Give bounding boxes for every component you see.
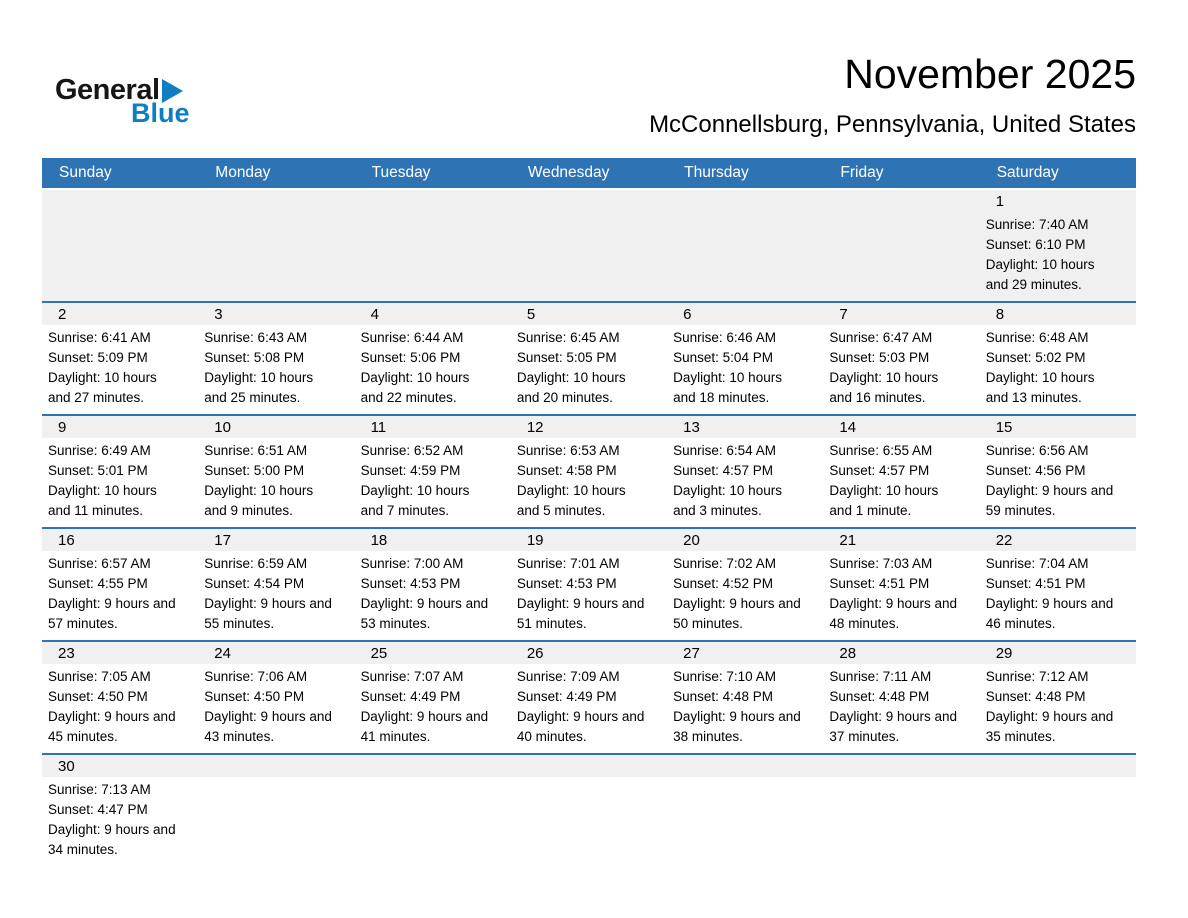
- day-number: 8: [980, 303, 1136, 325]
- day-cell-28: [823, 642, 979, 753]
- day-cell-22: [980, 529, 1136, 640]
- week-row-2: [42, 301, 1136, 414]
- daylight-text: Daylight: 10 hours and 7 minutes.: [360, 483, 470, 518]
- sunrise-text: Sunrise: 7:02 AM: [673, 556, 776, 571]
- sunrise-text: Sunrise: 7:04 AM: [985, 556, 1089, 571]
- sunset-text: Sunset: 4:54 PM: [204, 576, 305, 591]
- day-cell-empty: [980, 755, 1136, 866]
- sunrise-text: Sunrise: 6:48 AM: [985, 330, 1089, 345]
- sunrise-text: Sunrise: 7:11 AM: [829, 669, 932, 684]
- sunrise-text: Sunrise: 7:00 AM: [360, 556, 464, 571]
- sunset-text: Sunset: 5:09 PM: [48, 350, 148, 365]
- daylight-text: Daylight: 10 hours and 22 minutes.: [360, 370, 470, 405]
- day-details: [355, 212, 511, 301]
- day-details: [42, 325, 198, 414]
- day-number: [42, 190, 198, 212]
- weekday-header-saturday: Saturday: [996, 164, 1059, 181]
- day-cell-12: [511, 416, 667, 527]
- day-cell-empty: [355, 755, 511, 866]
- day-details: [980, 551, 1136, 640]
- day-details: [667, 212, 823, 301]
- week-row-1: [42, 190, 1136, 301]
- day-cell-1: [980, 190, 1136, 301]
- weekday-header-thursday: Thursday: [684, 164, 749, 181]
- day-cell-empty: [355, 190, 511, 301]
- sunset-text: Sunset: 6:10 PM: [985, 237, 1086, 252]
- day-details: [355, 325, 511, 414]
- day-cell-24: [198, 642, 354, 753]
- day-number: 29: [980, 642, 1136, 664]
- sunset-text: Sunset: 4:48 PM: [673, 689, 773, 704]
- day-number: 6: [667, 303, 823, 325]
- week-row-6: [42, 753, 1136, 866]
- sunset-text: Sunset: 4:55 PM: [48, 576, 148, 591]
- day-details: [42, 664, 198, 753]
- daylight-text: Daylight: 9 hours and 51 minutes.: [516, 596, 645, 631]
- calendar: [42, 158, 1136, 866]
- day-details: [355, 777, 511, 866]
- day-cell-7: [823, 303, 979, 414]
- sunrise-text: Sunrise: 6:41 AM: [48, 330, 151, 345]
- day-number: [198, 755, 354, 777]
- day-number: 12: [511, 416, 667, 438]
- day-details: [42, 551, 198, 640]
- day-details: [511, 777, 667, 866]
- sunset-text: Sunset: 4:47 PM: [48, 802, 148, 817]
- sunrise-text: Sunrise: 7:12 AM: [985, 669, 1089, 684]
- day-details: [198, 325, 354, 414]
- daylight-text: Daylight: 9 hours and 34 minutes.: [48, 822, 176, 857]
- sunrise-text: Sunrise: 7:40 AM: [985, 217, 1089, 232]
- day-cell-4: [355, 303, 511, 414]
- weekday-header-row: [42, 158, 1136, 188]
- title-block: [649, 52, 1136, 139]
- day-details: [823, 325, 979, 414]
- sunrise-text: Sunrise: 7:06 AM: [204, 669, 308, 684]
- daylight-text: Daylight: 9 hours and 37 minutes.: [829, 709, 957, 744]
- sunset-text: Sunset: 5:03 PM: [829, 350, 930, 365]
- daylight-text: Daylight: 10 hours and 29 minutes.: [985, 257, 1095, 292]
- day-number: 13: [667, 416, 823, 438]
- day-number: 5: [511, 303, 667, 325]
- sunset-text: Sunset: 4:52 PM: [673, 576, 773, 591]
- day-details: [511, 325, 667, 414]
- day-number: 11: [355, 416, 511, 438]
- daylight-text: Daylight: 10 hours and 1 minute.: [829, 483, 939, 518]
- day-details: [980, 438, 1136, 527]
- sunset-text: Sunset: 5:06 PM: [360, 350, 461, 365]
- sunset-text: Sunset: 5:02 PM: [985, 350, 1086, 365]
- day-details: [511, 664, 667, 753]
- day-details: [667, 664, 823, 753]
- day-cell-empty: [667, 190, 823, 301]
- daylight-text: Daylight: 10 hours and 27 minutes.: [48, 370, 157, 405]
- sunrise-text: Sunrise: 6:56 AM: [985, 443, 1089, 458]
- day-details: [823, 438, 979, 527]
- sunrise-text: Sunrise: 6:59 AM: [204, 556, 308, 571]
- sunrise-text: Sunrise: 7:09 AM: [516, 669, 620, 684]
- day-cell-16: [42, 529, 198, 640]
- daylight-text: Daylight: 10 hours and 13 minutes.: [985, 370, 1095, 405]
- day-details: [511, 438, 667, 527]
- sunrise-text: Sunrise: 7:10 AM: [673, 669, 776, 684]
- sunset-text: Sunset: 4:51 PM: [829, 576, 930, 591]
- daylight-text: Daylight: 10 hours and 18 minutes.: [673, 370, 782, 405]
- day-number: [355, 755, 511, 777]
- weekday-header-wednesday: Wednesday: [527, 164, 610, 181]
- sunrise-text: Sunrise: 6:51 AM: [204, 443, 308, 458]
- day-number: [823, 190, 979, 212]
- daylight-text: Daylight: 9 hours and 41 minutes.: [360, 709, 489, 744]
- week-row-3: [42, 414, 1136, 527]
- sunset-text: Sunset: 5:04 PM: [673, 350, 773, 365]
- daylight-text: Daylight: 10 hours and 9 minutes.: [204, 483, 314, 518]
- day-number: 14: [823, 416, 979, 438]
- day-details: [198, 438, 354, 527]
- day-number: [980, 755, 1136, 777]
- day-details: [667, 551, 823, 640]
- day-cell-empty: [511, 190, 667, 301]
- day-details: [42, 438, 198, 527]
- day-cell-15: [980, 416, 1136, 527]
- day-number: 30: [42, 755, 198, 777]
- daylight-text: Daylight: 9 hours and 38 minutes.: [673, 709, 801, 744]
- day-details: [667, 438, 823, 527]
- day-details: [42, 777, 198, 866]
- daylight-text: Daylight: 9 hours and 43 minutes.: [204, 709, 332, 744]
- day-cell-27: [667, 642, 823, 753]
- day-number: [667, 190, 823, 212]
- day-number: 19: [511, 529, 667, 551]
- day-number: 20: [667, 529, 823, 551]
- daylight-text: Daylight: 9 hours and 40 minutes.: [516, 709, 645, 744]
- day-number: 1: [980, 190, 1136, 212]
- day-cell-18: [355, 529, 511, 640]
- day-details: [980, 664, 1136, 753]
- sunrise-text: Sunrise: 6:55 AM: [829, 443, 933, 458]
- day-cell-empty: [823, 755, 979, 866]
- day-number: [511, 190, 667, 212]
- day-cell-empty: [198, 755, 354, 866]
- day-details: [980, 325, 1136, 414]
- sunrise-text: Sunrise: 7:13 AM: [48, 782, 151, 797]
- day-details: [198, 212, 354, 301]
- sunset-text: Sunset: 4:56 PM: [985, 463, 1086, 478]
- day-details: [198, 777, 354, 866]
- day-cell-10: [198, 416, 354, 527]
- sunset-text: Sunset: 5:08 PM: [204, 350, 305, 365]
- sunrise-text: Sunrise: 7:07 AM: [360, 669, 464, 684]
- day-details: [823, 551, 979, 640]
- sunset-text: Sunset: 4:50 PM: [48, 689, 148, 704]
- day-number: 23: [42, 642, 198, 664]
- sunset-text: Sunset: 4:53 PM: [516, 576, 617, 591]
- day-cell-26: [511, 642, 667, 753]
- day-cell-empty: [511, 755, 667, 866]
- day-number: 4: [355, 303, 511, 325]
- day-number: [355, 190, 511, 212]
- calendar-location-subtitle: McConnellsburg, Pennsylvania, United States: [649, 111, 1136, 139]
- day-details: [355, 438, 511, 527]
- weekday-header-sunday: Sunday: [59, 164, 112, 181]
- day-cell-3: [198, 303, 354, 414]
- day-details: [823, 777, 979, 866]
- daylight-text: Daylight: 9 hours and 57 minutes.: [48, 596, 176, 631]
- sunrise-text: Sunrise: 6:47 AM: [829, 330, 933, 345]
- sunrise-text: Sunrise: 6:45 AM: [516, 330, 620, 345]
- day-details: [198, 551, 354, 640]
- sunrise-text: Sunrise: 6:44 AM: [360, 330, 464, 345]
- day-cell-empty: [823, 190, 979, 301]
- sunrise-text: Sunrise: 6:53 AM: [516, 443, 620, 458]
- day-cell-empty: [667, 755, 823, 866]
- day-number: 28: [823, 642, 979, 664]
- day-number: [823, 755, 979, 777]
- sunset-text: Sunset: 4:50 PM: [204, 689, 305, 704]
- logo-text-blue: Blue: [131, 98, 190, 128]
- sunset-text: Sunset: 4:48 PM: [985, 689, 1086, 704]
- daylight-text: Daylight: 10 hours and 25 minutes.: [204, 370, 314, 405]
- day-number: 25: [355, 642, 511, 664]
- day-cell-2: [42, 303, 198, 414]
- sunrise-text: Sunrise: 6:54 AM: [673, 443, 776, 458]
- day-details: [355, 551, 511, 640]
- day-cell-29: [980, 642, 1136, 753]
- sunrise-text: Sunrise: 6:43 AM: [204, 330, 308, 345]
- day-cell-14: [823, 416, 979, 527]
- day-cell-25: [355, 642, 511, 753]
- weekday-header-friday: Friday: [840, 164, 884, 181]
- day-details: [511, 551, 667, 640]
- sunrise-text: Sunrise: 6:49 AM: [48, 443, 151, 458]
- day-cell-8: [980, 303, 1136, 414]
- daylight-text: Daylight: 9 hours and 55 minutes.: [204, 596, 332, 631]
- sunrise-text: Sunrise: 7:05 AM: [48, 669, 151, 684]
- day-number: [511, 755, 667, 777]
- day-number: 24: [198, 642, 354, 664]
- logo-text-general: General: [55, 74, 160, 106]
- daylight-text: Daylight: 9 hours and 35 minutes.: [985, 709, 1114, 744]
- daylight-text: Daylight: 10 hours and 11 minutes.: [48, 483, 157, 518]
- daylight-text: Daylight: 9 hours and 50 minutes.: [673, 596, 801, 631]
- day-cell-6: [667, 303, 823, 414]
- day-details: [667, 325, 823, 414]
- sunrise-text: Sunrise: 6:52 AM: [360, 443, 464, 458]
- week-row-4: [42, 527, 1136, 640]
- sunset-text: Sunset: 4:57 PM: [829, 463, 930, 478]
- daylight-text: Daylight: 9 hours and 59 minutes.: [985, 483, 1114, 518]
- day-cell-empty: [42, 190, 198, 301]
- day-cell-empty: [198, 190, 354, 301]
- day-number: 26: [511, 642, 667, 664]
- day-number: 27: [667, 642, 823, 664]
- sunset-text: Sunset: 5:00 PM: [204, 463, 305, 478]
- sunset-text: Sunset: 5:05 PM: [516, 350, 617, 365]
- day-details: [980, 212, 1136, 301]
- day-cell-21: [823, 529, 979, 640]
- day-cell-20: [667, 529, 823, 640]
- sunset-text: Sunset: 5:01 PM: [48, 463, 148, 478]
- day-number: [198, 190, 354, 212]
- calendar-grid: [42, 190, 1136, 866]
- day-number: 9: [42, 416, 198, 438]
- day-details: [42, 212, 198, 301]
- general-blue-logo: [55, 76, 190, 127]
- sunrise-text: Sunrise: 7:01 AM: [516, 556, 620, 571]
- sunset-text: Sunset: 4:57 PM: [673, 463, 773, 478]
- day-cell-5: [511, 303, 667, 414]
- day-cell-17: [198, 529, 354, 640]
- day-number: 15: [980, 416, 1136, 438]
- weekday-header-tuesday: Tuesday: [371, 164, 431, 181]
- daylight-text: Daylight: 9 hours and 45 minutes.: [48, 709, 176, 744]
- sunset-text: Sunset: 4:53 PM: [360, 576, 461, 591]
- daylight-text: Daylight: 9 hours and 48 minutes.: [829, 596, 957, 631]
- day-number: 18: [355, 529, 511, 551]
- day-number: 16: [42, 529, 198, 551]
- day-number: 7: [823, 303, 979, 325]
- day-cell-23: [42, 642, 198, 753]
- day-cell-30: [42, 755, 198, 866]
- day-number: 2: [42, 303, 198, 325]
- day-details: [667, 777, 823, 866]
- daylight-text: Daylight: 10 hours and 20 minutes.: [516, 370, 626, 405]
- sunset-text: Sunset: 4:49 PM: [360, 689, 461, 704]
- sunset-text: Sunset: 4:59 PM: [360, 463, 461, 478]
- sunset-text: Sunset: 4:48 PM: [829, 689, 930, 704]
- day-cell-9: [42, 416, 198, 527]
- day-number: 17: [198, 529, 354, 551]
- day-number: 3: [198, 303, 354, 325]
- sunset-text: Sunset: 4:49 PM: [516, 689, 617, 704]
- day-cell-19: [511, 529, 667, 640]
- daylight-text: Daylight: 9 hours and 53 minutes.: [360, 596, 489, 631]
- day-details: [511, 212, 667, 301]
- day-details: [823, 212, 979, 301]
- day-details: [355, 664, 511, 753]
- sunrise-text: Sunrise: 6:46 AM: [673, 330, 776, 345]
- week-row-5: [42, 640, 1136, 753]
- daylight-text: Daylight: 10 hours and 3 minutes.: [673, 483, 782, 518]
- daylight-text: Daylight: 9 hours and 46 minutes.: [985, 596, 1114, 631]
- day-details: [198, 664, 354, 753]
- day-number: 21: [823, 529, 979, 551]
- sunrise-text: Sunrise: 7:03 AM: [829, 556, 933, 571]
- sunrise-text: Sunrise: 6:57 AM: [48, 556, 151, 571]
- day-number: 10: [198, 416, 354, 438]
- daylight-text: Daylight: 10 hours and 16 minutes.: [829, 370, 939, 405]
- day-details: [823, 664, 979, 753]
- sunset-text: Sunset: 4:51 PM: [985, 576, 1086, 591]
- day-cell-13: [667, 416, 823, 527]
- daylight-text: Daylight: 10 hours and 5 minutes.: [516, 483, 626, 518]
- weekday-header-monday: Monday: [215, 164, 271, 181]
- calendar-month-title: November 2025: [844, 51, 1136, 97]
- day-details: [980, 777, 1136, 866]
- day-number: [667, 755, 823, 777]
- day-number: 22: [980, 529, 1136, 551]
- day-cell-11: [355, 416, 511, 527]
- page-header: [0, 0, 1188, 158]
- sunset-text: Sunset: 4:58 PM: [516, 463, 617, 478]
